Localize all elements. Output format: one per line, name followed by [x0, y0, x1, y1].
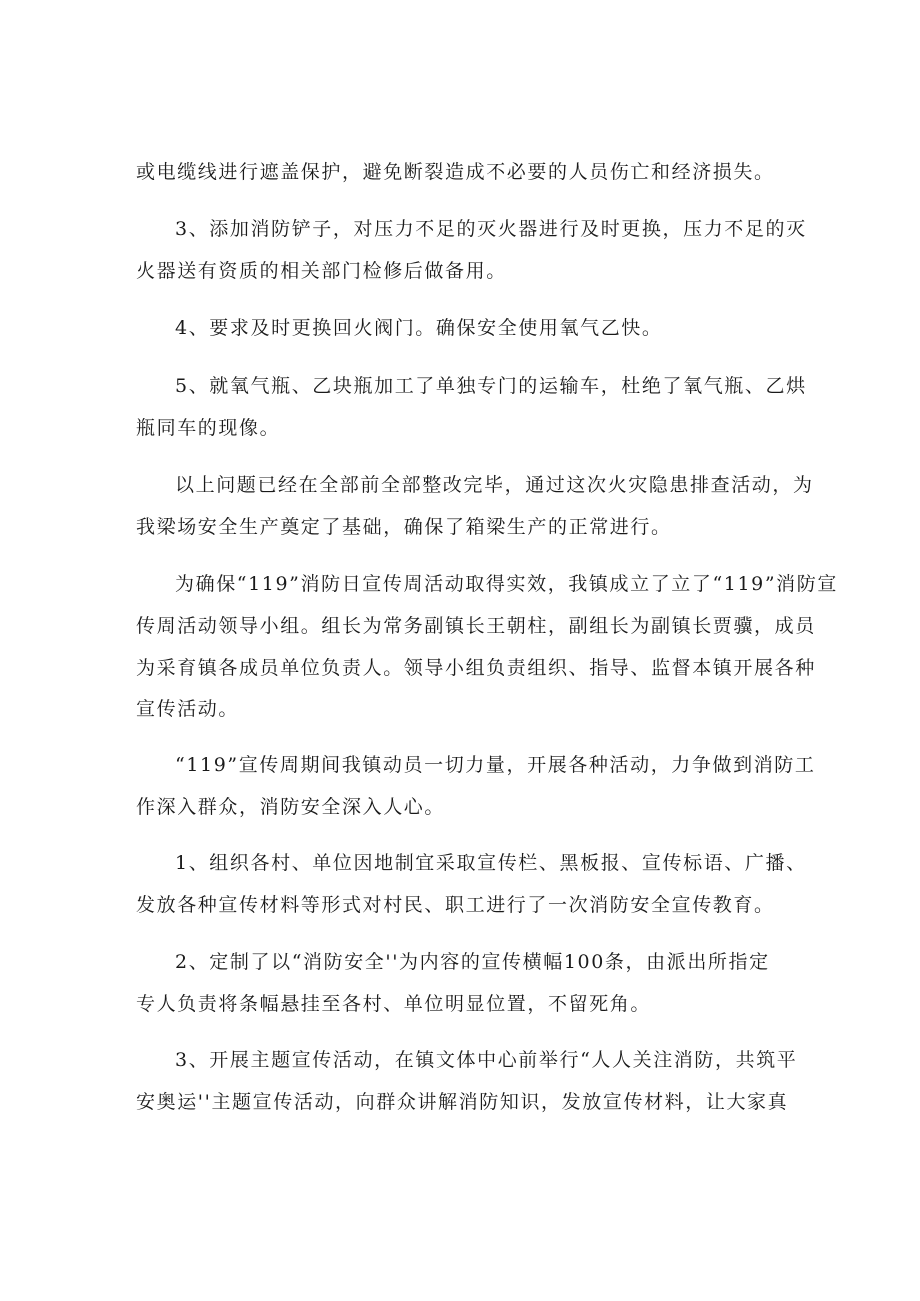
text-line: 为确保“119”消防日宣传周活动取得实效，我镇成立了立了“119”消防宣: [175, 573, 838, 595]
text-line: 3、开展主题宣传活动，在镇文体中心前举行“人人关注消防，共筑平: [175, 1049, 798, 1071]
text-line: 2、定制了以“消防安全''为内容的宣传横幅100条，由派出所指定: [175, 951, 770, 973]
text-line: 3、添加消防铲子，对压力不足的灭火器进行及时更换，压力不足的灭: [175, 218, 807, 240]
text-line: 4、要求及时更换回火阀门。确保安全使用氧气乙快。: [175, 317, 663, 339]
text-line: 火器送有资质的相关部门检修后做备用。: [136, 260, 507, 282]
text-line: 安奥运''主题宣传活动，向群众讲解消防知识，发放宣传材料，让大家真: [136, 1091, 789, 1113]
text-line: 为采育镇各成员单位负责人。领导小组负责组织、指导、监督本镇开展各种: [136, 657, 816, 679]
text-line: 5、就氧气瓶、乙块瓶加工了单独专门的运输车，杜绝了氧气瓶、乙烘: [175, 375, 807, 397]
text-line: 专人负责将条幅悬挂至各村、单位明显位置，不留死角。: [136, 993, 652, 1015]
text-line: 我梁场安全生产奠定了基础，确保了箱梁生产的正常进行。: [136, 516, 672, 538]
text-line: “119”宣传周期间我镇动员一切力量，开展各种活动，力争做到消防工: [175, 754, 816, 776]
text-line: 瓶同车的现像。: [136, 417, 281, 439]
text-line: 或电缆线进行遮盖保护，避免断裂造成不必要的人员伤亡和经济损失。: [136, 161, 775, 183]
text-line: 1、组织各村、单位因地制宜采取宣传栏、黑板报、宣传标语、广播、: [175, 852, 807, 874]
text-line: 宣传活动。: [136, 698, 240, 720]
text-line: 以上问题已经在全部前全部整改完毕，通过这次火灾隐患排查活动，为: [175, 474, 814, 496]
text-line: 传周活动领导小组。组长为常务副镇长王朝柱，副组长为副镇长贾骥，成员: [136, 615, 816, 637]
text-line: 发放各种宣传材料等形式对村民、职工进行了一次消防安全宣传教育。: [136, 894, 775, 916]
text-line: 作深入群众，消防安全深入人心。: [136, 796, 446, 818]
